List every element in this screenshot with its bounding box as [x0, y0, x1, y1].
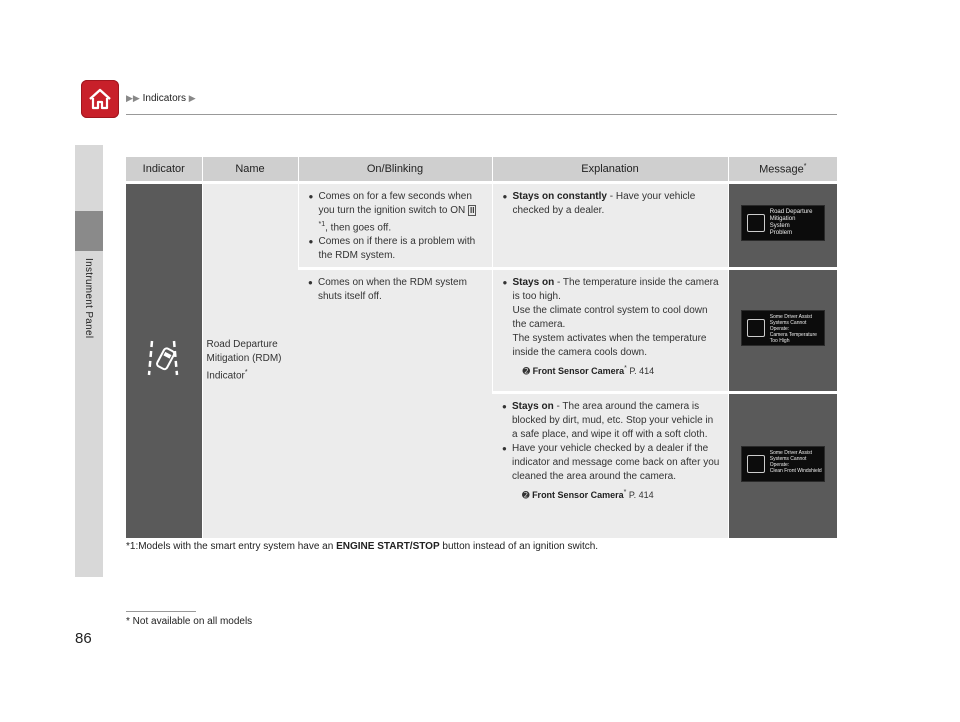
breadcrumb: [126, 93, 196, 104]
indicator-name-cell: Road Departure Mitigation (RDM) Indicator*: [202, 183, 298, 538]
breadcrumb-arrow-icon: ▶: [188, 93, 196, 103]
road-departure-message-icon: [747, 214, 765, 232]
explanation-cell: [492, 393, 728, 538]
message-display: Road Departure Mitigation System Problem: [741, 205, 825, 241]
header-on-blinking: On/Blinking: [298, 157, 492, 183]
cross-reference[interactable]: ➋ Front Sensor Camera* P. 414: [522, 365, 655, 377]
home-icon: [87, 86, 113, 112]
windshield-icon: [747, 455, 765, 473]
list-item: ● Comes on when the RDM system shuts itself off.: [308, 276, 486, 304]
message-display: Some Driver Assist Systems Cannot Operate: Clean Front Windshield: [741, 446, 825, 482]
on-blinking-cell: [298, 183, 492, 269]
header-divider: [126, 114, 837, 115]
list-item: ● Comes on if there is a problem with the RDM system.: [309, 235, 486, 263]
header-name: Name: [202, 157, 298, 183]
message-display: Some Driver Assist Systems Cannot Operate: Camera Temperature Too High: [741, 310, 825, 346]
on-blinking-cell: [298, 269, 492, 538]
page-number: 86: [75, 630, 92, 647]
message-cell: [728, 183, 837, 269]
table-row: [126, 183, 837, 269]
footnote-divider: [126, 611, 196, 612]
ignition-key-icon: II: [470, 206, 475, 215]
home-button[interactable]: [81, 80, 119, 118]
footnote-1: *1:Models with the smart entry system have an ENGINE START/STOP button instead of an ignition switch.: [126, 541, 599, 552]
ref-arrow-icon: ➋: [522, 490, 530, 501]
list-item: ● Stays on constantly - Have your vehicle checked by a dealer.: [503, 190, 722, 218]
explanation-cell: [492, 269, 728, 393]
road-departure-icon: [144, 335, 184, 381]
header-message: Message*: [728, 157, 837, 183]
explanation-cell: [492, 183, 728, 269]
cross-reference[interactable]: ➋ Front Sensor Camera* P. 414: [522, 489, 654, 501]
header-explanation: Explanation: [492, 157, 728, 183]
ref-arrow-icon: ➋: [522, 366, 531, 377]
message-cell: [728, 269, 837, 393]
header-indicator: Indicator: [126, 157, 202, 183]
list-item: ● Stays on - The temperature inside the camera is too high. Use the climate control system to cool down the camera. The system activates when the temperature inside the camera cools down.: [503, 276, 722, 360]
camera-temperature-icon: [747, 319, 765, 337]
indicator-table: [126, 157, 837, 538]
indicator-icon-cell: [126, 183, 202, 538]
sidebar-section-label[interactable]: Instrument Panel: [83, 258, 94, 339]
list-item: ● Stays on - The area around the camera is blocked by dirt, mud, etc. Stop your vehicle in a safe place, and wipe it off with a soft cloth.: [502, 400, 722, 442]
list-item: ● Comes on for a few seconds when you turn the ignition switch to ON II$^{*1}$, then goes off.: [309, 190, 486, 235]
indicator-name: Road Departure Mitigation (RDM) Indicator: [206, 339, 282, 382]
availability-footnote: * Not available on all models: [126, 616, 252, 627]
breadcrumb-arrow-icon: ▶▶: [126, 93, 140, 103]
list-item: ● Have your vehicle checked by a dealer if the indicator and message come back on after you cleaned the area around the camera.: [502, 442, 722, 484]
message-cell: [728, 393, 837, 538]
breadcrumb-link-indicators[interactable]: Indicators: [142, 93, 186, 104]
table-header-row: [126, 157, 837, 183]
sidebar-tab-strip: [75, 145, 103, 577]
sidebar-active-marker: [75, 211, 103, 251]
